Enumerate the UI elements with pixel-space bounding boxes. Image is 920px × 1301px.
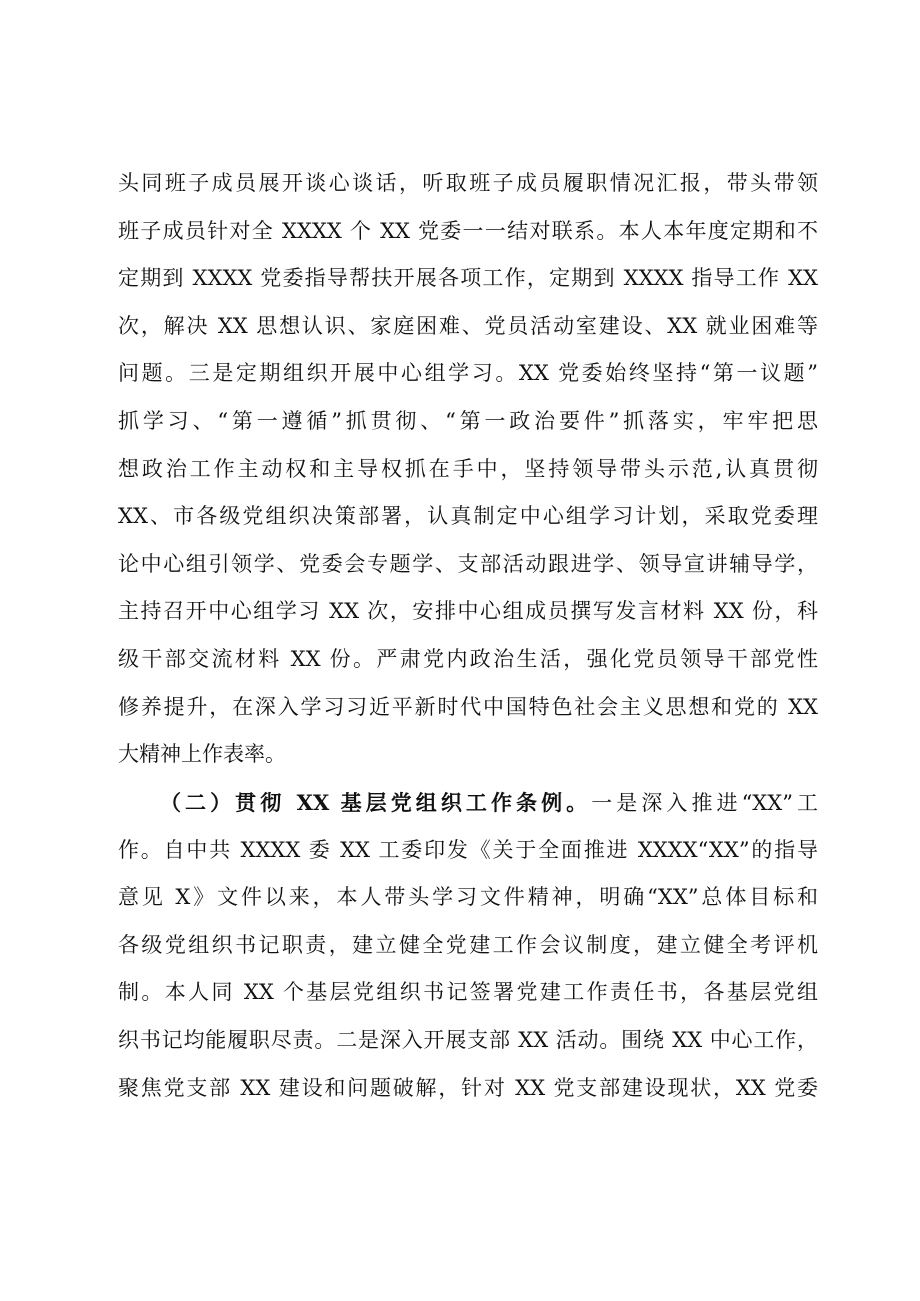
paragraph-body-1	[118, 160, 818, 779]
text-line: XX、市各级党组织决策部署，认真制定中心组学习计划，采取党委理	[118, 504, 818, 529]
section-2-heading: （二）贯彻 XX 基层党组织工作条例。	[160, 790, 592, 815]
text-line: 论中心组引领学、党委会专题学、支部活动跟进学、领导宣讲辅导学，	[118, 551, 818, 576]
text-line: 主持召开中心组学习 XX 次，安排中心组成员撰写发言材料 XX 份，科	[118, 599, 818, 624]
text-line: 问题。三是定期组织开展中心组学习。XX 党委始终坚持“第一议题”	[118, 361, 818, 386]
text-line: 织书记均能履职尽责。二是深入开展支部 XX 活动。围绕 XX 中心工作，	[118, 1027, 818, 1052]
section-2-first-line-text: 一是深入推进“XX”工	[591, 791, 819, 815]
text-line: 头同班子成员展开谈心谈话，听取班子成员履职情况汇报，带头带领	[118, 171, 818, 195]
text-line: 大精神上作表率。	[118, 742, 286, 767]
text-line: 级干部交流材料 XX 份。严肃党内政治生活，强化党员领导干部党性	[118, 646, 818, 671]
text-line: 抓学习、“第一遵循”抓贯彻、“第一政治要件”抓落实，牢牢把思	[118, 408, 818, 433]
text-line: 想政治工作主动权和主导权抓在手中，坚持领导带头示范,认真贯彻	[118, 456, 818, 481]
text-line: 班子成员针对全 XXXX 个 XX 党委一一结对联系。本人本年度定期和不	[118, 218, 818, 243]
text-line: 制。本人同 XX 个基层党组织书记签署党建工作责任书，各基层党组	[118, 980, 818, 1005]
text-line: 次，解决 XX 思想认识、家庭困难、党员活动室建设、XX 就业困难等	[118, 313, 818, 338]
section-2-paragraph	[118, 779, 818, 1112]
text-line: 作。自中共 XXXX 委 XX 工委印发《关于全面推进 XXXX“XX”的指导	[118, 837, 818, 862]
section-2-first-line	[118, 779, 818, 827]
text-line: 意见 X》文件以来，本人带头学习文件精神，明确“XX”总体目标和	[118, 885, 818, 910]
text-line: 各级党组织书记职责，建立健全党建工作会议制度，建立健全考评机	[118, 932, 818, 957]
text-line: 聚焦党支部 XX 建设和问题破解，针对 XX 党支部建设现状，XX 党委	[118, 1075, 818, 1100]
text-line: 定期到 XXXX 党委指导帮扶开展各项工作，定期到 XXXX 指导工作 XX	[118, 266, 818, 291]
text-line: 修养提升，在深入学习习近平新时代中国特色社会主义思想和党的 XX	[118, 694, 818, 719]
